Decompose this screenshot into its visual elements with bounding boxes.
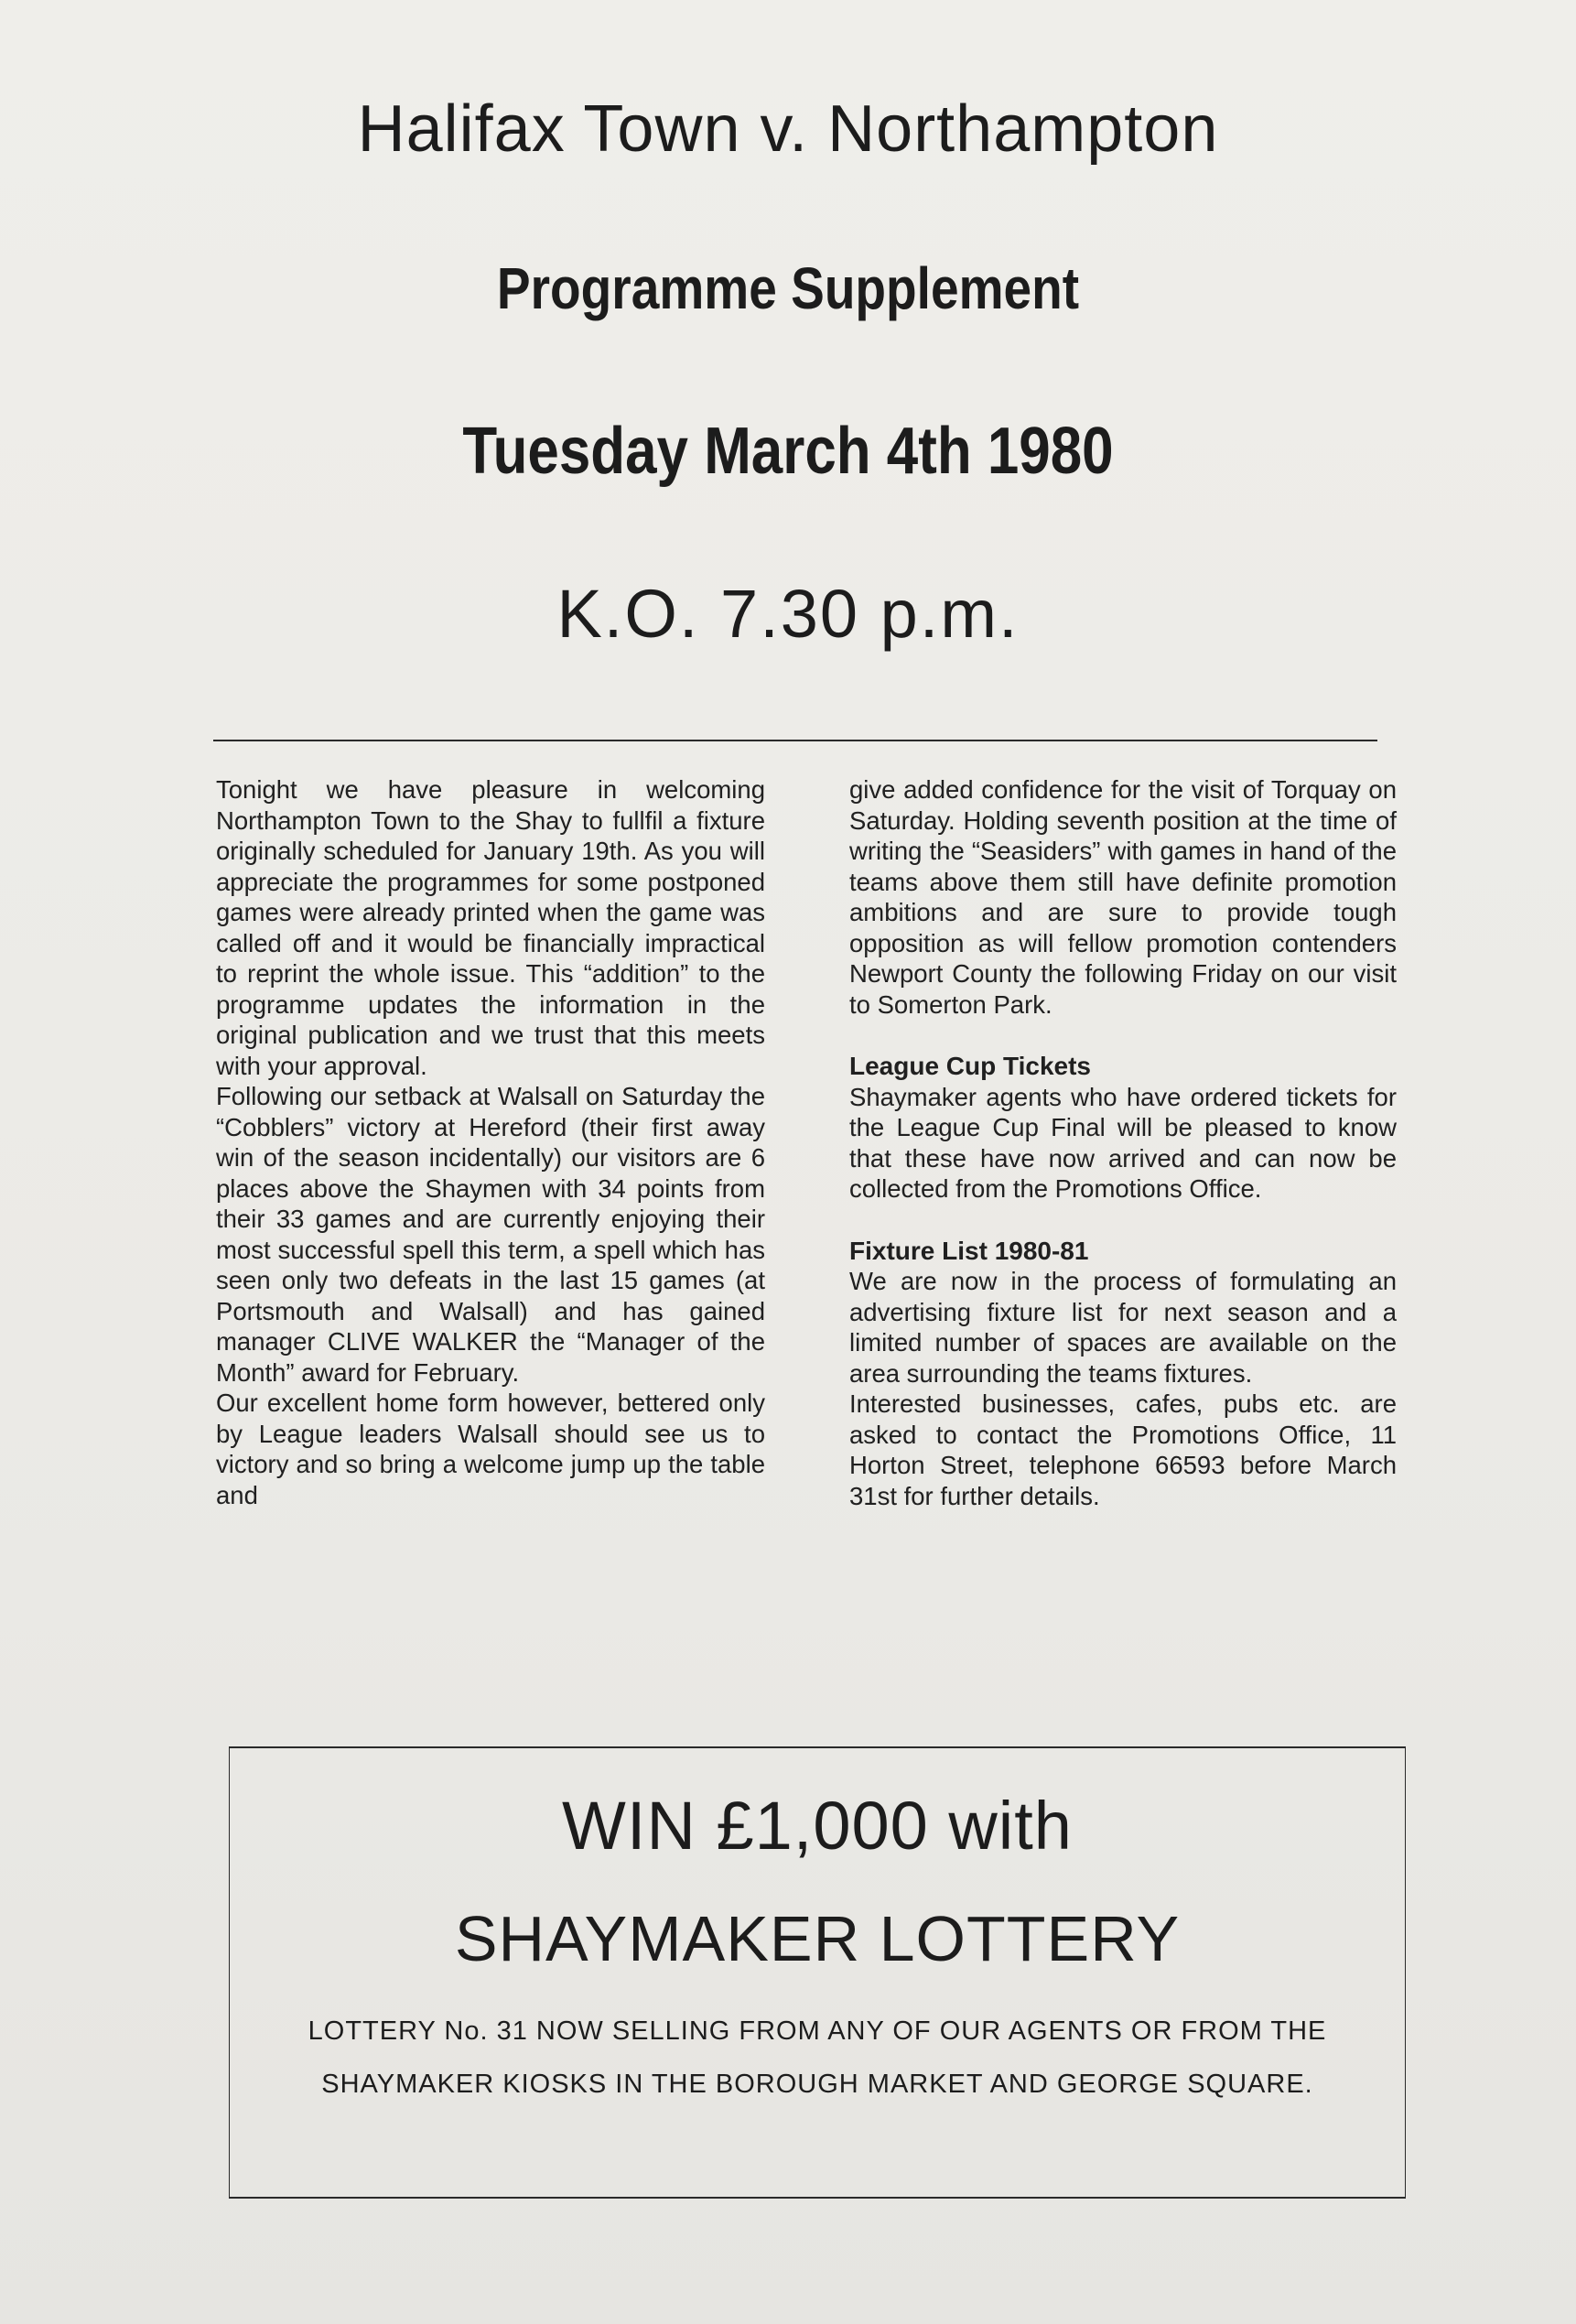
article-right-column (849, 774, 1397, 1511)
lottery-details: LOTTERY No. 31 NOW SELLING FROM ANY OF OUR AGENTS OR FROM THE SHAYMAKER KIOSKS IN THE BOROUGH MARKET AND GEORGE SQUARE. (308, 2016, 1327, 2099)
article-paragraph: Our excellent home form however, bettered only by League leaders Walsall should see us to victory and so bring a welcome jump up the table and (216, 1389, 765, 1509)
fixture-list-heading: Fixture List 1980-81 (849, 1236, 1089, 1265)
lottery-name: SHAYMAKER LOTTERY (454, 1903, 1181, 1974)
article-paragraph: give added confidence for the visit of Torquay on Saturday. Holding seventh position at the time of writing the “Seasiders” with games in hand of the teams above them still have definite promotion ambitions and are sure to provide tough opposition as will fellow promotion contenders Newport County the following Friday on our visit to Somerton Park. (849, 775, 1397, 1019)
article-paragraph: Following our setback at Walsall on Saturday the “Cobblers” victory at Hereford (their first away win of the season incidentally) our visitors are 6 places above the Shaymen with 34 points from their 33 games and are currently enjoying their most successful spell this term, a spell which has seen only two defeats in the last 15 games (at Portsmouth and Walsall) and has gained manager CLIVE WALKER the “Manager of the Month” award for February. (216, 1082, 765, 1387)
lottery-headline: WIN £1,000 with (562, 1788, 1073, 1864)
match-title: Halifax Town v. Northampton (357, 92, 1219, 166)
article-left-column (216, 774, 765, 1510)
fixture-list-text: We are now in the process of formulating an advertising fixture list for next season and a limited number of spaces are available on the area surrounding the teams fixtures. (849, 1267, 1397, 1388)
article-paragraph: Tonight we have pleasure in welcoming Northampton Town to the Shay to fullfil a fixture originally scheduled for January 19th. As you will appreciate the programmes for some postponed games were already printed when the game was called off and it would be financially impractical to reprint the whole issue. This “addition” to the programme updates the information in the original publication and we trust that this meets with your approval. (216, 775, 765, 1080)
match-date: Tuesday March 4th 1980 (462, 415, 1114, 488)
supplement-heading: Programme Supplement (496, 255, 1080, 321)
kickoff-time: K.O. 7.30 p.m. (556, 576, 1020, 652)
fixture-list-contact: Interested businesses, cafes, pubs etc. are asked to contact the Promotions Office, 11 Horton Street, telephone 66593 before March 31st for further details. (849, 1389, 1397, 1510)
header-divider (213, 740, 1377, 741)
league-cup-text: Shaymaker agents who have ordered tickets for the League Cup Final will be pleased to know that these have now arrived and can now be collected from the Promotions Office. (849, 1082, 1397, 1203)
lottery-advert-box (229, 1746, 1406, 2199)
league-cup-heading: League Cup Tickets (849, 1052, 1092, 1080)
